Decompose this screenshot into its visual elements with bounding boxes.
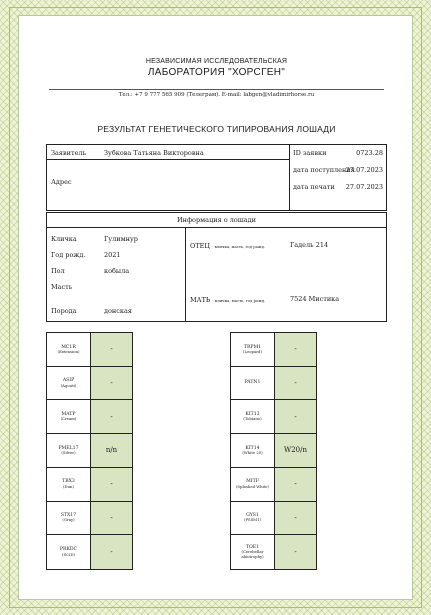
gene-name: MC1R xyxy=(61,344,76,350)
gene-name-cell xyxy=(47,367,91,401)
breed-value: донская xyxy=(104,307,132,315)
received-date-label: дата поступления xyxy=(293,166,355,174)
gene-result-cell: n/n xyxy=(91,434,132,468)
gene-result-cell: - xyxy=(275,502,316,536)
gene-name: PMEL17 xyxy=(58,445,79,451)
gene-result-cell: - xyxy=(91,468,132,502)
dam-label: МАТЬ xyxy=(190,296,211,304)
applicant-divider-v xyxy=(289,145,290,210)
received-date-value: 27.07.2023 xyxy=(345,166,383,174)
dam-label-row xyxy=(190,296,265,304)
print-date-value: 27.07.2023 xyxy=(345,183,383,191)
gene-result-cell: - xyxy=(91,367,132,401)
applicant-block xyxy=(46,144,387,211)
gene-result-cell: - xyxy=(91,535,132,569)
gene-name-cell xyxy=(231,502,275,536)
gene-description: (White 20) xyxy=(242,449,263,455)
gene-result-cell: - xyxy=(91,333,132,367)
dam-hint: - кличка, масть, год рожд. xyxy=(212,298,266,303)
gene-name-cell xyxy=(231,535,275,569)
gene-description: (Tobiano) xyxy=(243,416,262,422)
gene-name-cell xyxy=(47,468,91,502)
gene-description: (Silver) xyxy=(61,449,76,455)
gene-table-right xyxy=(230,332,317,570)
gene-table-left xyxy=(46,332,133,570)
gene-description: (Gray) xyxy=(62,517,75,523)
sire-value: Гадель 214 xyxy=(290,241,329,249)
gene-name-cell xyxy=(231,468,275,502)
gene-description: (Splashed White) xyxy=(235,483,270,489)
gene-description: (Cream) xyxy=(60,416,77,422)
sire-hint: - кличка, масть, год рожд. xyxy=(212,244,266,249)
gene-result-cell: - xyxy=(91,400,132,434)
lab-header xyxy=(19,58,414,78)
gene-name: TRPM1 xyxy=(243,344,262,350)
gene-result-cell: - xyxy=(275,367,316,401)
print-date-label: дата печати xyxy=(293,183,335,191)
gene-name-cell xyxy=(47,400,91,434)
sex-label: Пол xyxy=(51,267,65,275)
gene-description: (Leopard) xyxy=(243,348,262,354)
dam-value: 7524 Мистика xyxy=(290,295,340,303)
certificate-page xyxy=(18,15,413,600)
breed-label: Порода xyxy=(51,307,77,315)
gene-description: (Dun) xyxy=(63,483,74,489)
gene-name-cell xyxy=(231,400,275,434)
applicant-label: Заявитель xyxy=(51,149,87,157)
gene-name-cell xyxy=(47,502,91,536)
gene-name-cell xyxy=(231,333,275,367)
gene-name-cell xyxy=(47,535,91,569)
gene-name: PRKDC xyxy=(59,547,78,553)
org-name-line2: ЛАБОРАТОРИЯ "ХОРСГЕН" xyxy=(147,67,286,78)
gene-name: GYS1 xyxy=(246,513,259,519)
gene-description: (SCID) xyxy=(61,551,75,557)
gene-result-cell: - xyxy=(275,535,316,569)
lab-contacts: Тел.: +7 9 777 565 909 (Телеграм). E-mail: labgen@vladimirhorse.ru xyxy=(118,92,315,98)
gene-result-cell: - xyxy=(91,502,132,536)
gene-name-cell xyxy=(47,434,91,468)
gene-description: (Extension) xyxy=(57,348,80,354)
sex-value: кобыла xyxy=(104,267,130,275)
birth-year-value: 2021 xyxy=(104,251,121,259)
gene-result-cell: W20/n xyxy=(275,434,316,468)
gene-result-cell: - xyxy=(275,400,316,434)
horse-info-block xyxy=(46,212,387,322)
gene-name: STX17 xyxy=(60,513,77,519)
gene-description: (PSSM1) xyxy=(244,517,261,523)
header-divider xyxy=(49,89,384,90)
gene-name: TOE1 xyxy=(245,545,260,551)
applicant-divider-h xyxy=(47,159,289,160)
report-title: РЕЗУЛЬТАТ ГЕНЕТИЧЕСКОГО ТИПИРОВАНИЯ ЛОШАДИ xyxy=(97,124,336,134)
gene-name: MATP xyxy=(61,411,76,417)
horse-info-title: Информация о лошади xyxy=(47,213,386,228)
request-id-value: 0723.28 xyxy=(356,149,383,157)
gene-result-cell: - xyxy=(275,468,316,502)
gene-name: TBX3 xyxy=(62,479,75,485)
gene-description: (Agouti) xyxy=(60,382,77,388)
horse-info-divider xyxy=(185,228,186,321)
gene-result-cell: - xyxy=(275,333,316,367)
sire-label-row xyxy=(190,242,265,250)
gene-name: PATN1 xyxy=(244,380,261,386)
org-name-line1: НЕЗАВИСИМАЯ ИССЛЕДОВАТЕЛЬСКАЯ xyxy=(145,58,288,65)
gene-name: KIT14 xyxy=(245,445,260,451)
horse-name-label: Кличка xyxy=(51,235,77,243)
applicant-value: Зубкова Татьяна Викторовна xyxy=(104,149,204,157)
gene-name: ASIP xyxy=(62,378,75,384)
sire-label: ОТЕЦ xyxy=(190,242,211,250)
birth-year-label: Год рожд. xyxy=(51,251,86,259)
coat-color-label: Масть xyxy=(51,283,73,291)
horse-name-value: Гулимнур xyxy=(104,235,138,243)
address-label: Адрес xyxy=(51,178,72,186)
gene-name-cell xyxy=(47,333,91,367)
gene-description: (Cerebellar abiotrophy) xyxy=(241,549,264,559)
gene-name: KIT13 xyxy=(245,411,260,417)
gene-name: MITF xyxy=(246,479,259,485)
request-id-label: ID заявки xyxy=(293,149,327,157)
gene-name-cell xyxy=(231,367,275,401)
gene-name-cell xyxy=(231,434,275,468)
